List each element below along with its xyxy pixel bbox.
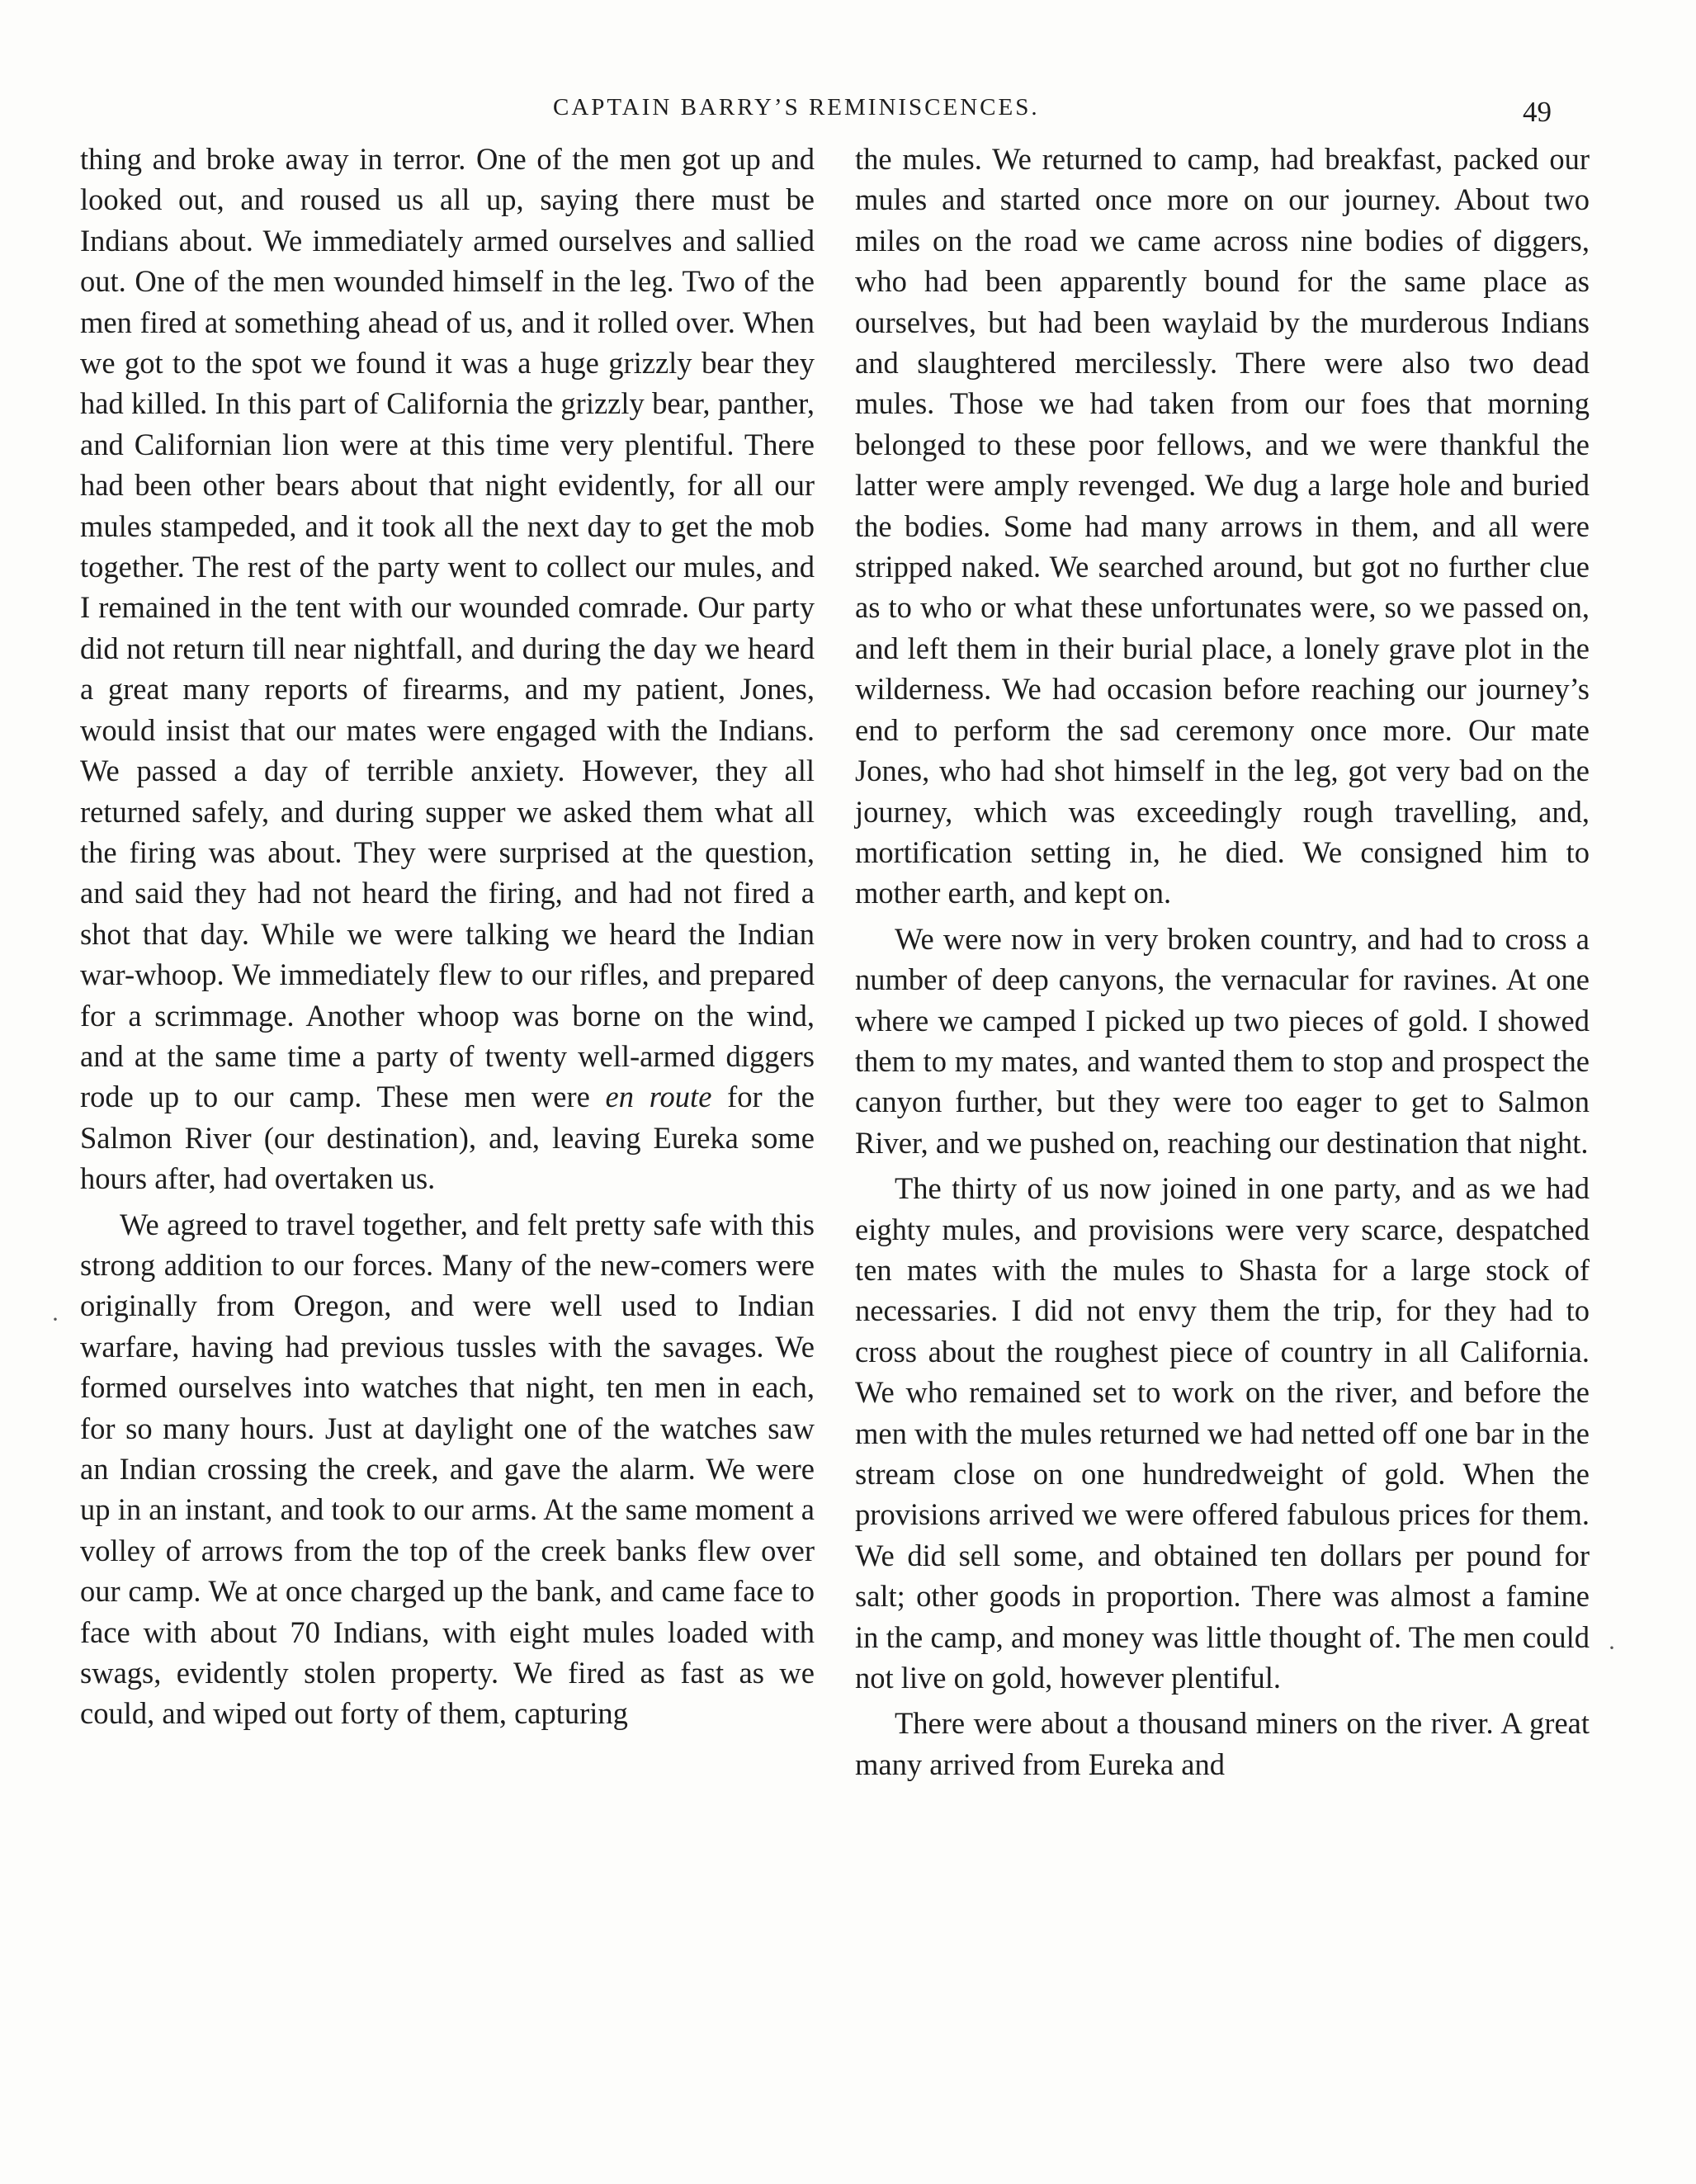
margin-dot: · bbox=[1608, 1634, 1616, 1662]
margin-dot: · bbox=[51, 1306, 59, 1333]
paragraph-text: for the Salmon River (our destination), and, leaving Eureka some hours after, had overtaken us. bbox=[80, 1080, 815, 1196]
italic-phrase: en route bbox=[605, 1080, 712, 1114]
paragraph: We were now in very broken country, and had to cross a number of deep canyons, the vernacular for ravines. At one where we camped I picked up two pieces of gold. I showed them to my mates, and wanted them to stop and prospect the canyon further, but they were too eager to get to Salmon River, and we pushed on, reaching our destination that night. bbox=[855, 921, 1590, 1160]
paragraph bbox=[80, 139, 815, 1199]
left-column bbox=[80, 139, 815, 1734]
right-column bbox=[855, 139, 1590, 1785]
page-number: 49 bbox=[1523, 96, 1552, 128]
paragraph: The thirty of us now joined in one party, and as we had eighty mules, and provisions were very scarce, despatched ten mates with the mules to Shasta for a large stock of necessaries. I did not envy them the trip, for they had to cross about the roughest piece of country in all California. We who remained set to work on the river, and before the men with the mules returned we had netted off one bar in the stream close on one hundredweight of gold. When the provisions arrived we were offered fabulous prices for them. We did sell some, and obtained ten dollars per pound for salt; other goods in proportion. There was almost a famine in the camp, and money was little thought of. The men could not live on gold, however plentiful. bbox=[855, 1171, 1590, 1695]
paragraph: There were about a thousand miners on the river. A great many arrived from Eureka and bbox=[855, 1706, 1590, 1781]
paragraph: We agreed to travel together, and felt pretty safe with this strong addition to our forces. Many of the new-comers were originally from Oregon, and were well used to Indian warfare, having had previous tussles with the savages. We formed ourselves into watches that night, ten men in each, for so many hours. Just at daylight one of the watches saw an Indian crossing the creek, and gave the alarm. We were up in an instant, and took to our arms. At the same moment a volley of arrows from the top of the creek banks flew over our camp. We at once charged up the bank, and came face to face with about 70 Indians, with eight mules loaded with swags, evidently stolen property. We fired as fast as we could, and wiped out forty of them, capturing bbox=[80, 1207, 815, 1731]
paragraph: the mules. We returned to camp, had breakfast, packed our mules and started once more on our journey. About two miles on the road we came across nine bodies of diggers, who had been apparently bound for the same place as ourselves, but had been waylaid by the murderous Indians and slaughtered mercilessly. There were also two dead mules. Those we had taken from our foes that morning belonged to these poor fellows, and we were thankful the latter were amply revenged. We dug a large hole and buried the bodies. Some had many arrows in them, and all were stripped naked. We searched around, but got no further clue as to who or what these unfortunates were, so we passed on, and left them in their burial place, a lonely grave plot in the wilderness. We had occasion before reaching our journey’s end to perform the sad ceremony once more. Our mate Jones, who had shot himself in the leg, got very bad on the journey, which was exceedingly rough travelling, and, mortification setting in, he died. We consigned him to mother earth, and kept on. bbox=[855, 142, 1590, 910]
running-title: CAPTAIN BARRY’S REMINISCENCES. bbox=[553, 94, 1040, 121]
paragraph-text: thing and broke away in terror. One of the men got up and looked out, and roused us all up, saying there must be Indians about. We immediately armed ourselves and sallied out. One of the men wounded himself in the leg. Two of the men fired at something ahead of us, and it rolled over. When we got to the spot we found it was a huge grizzly bear they had killed. In this part of California the grizzly bear, panther, and Californian lion were at this time very plentiful. There had been other bears about that night evidently, for all our mules stampeded, and it took all the next day to get the mob together. The rest of the party went to collect our mules, and I remained in the tent with our wounded comrade. Our party did not return till near nightfall, and during the day we heard a great many reports of firearms, and my patient, Jones, would insist that our mates were engaged with the Indians. We passed a day of terrible anxiety. However, they all returned safely, and during supper we asked them what all the firing was about. They were surprised at the question, and said they had not heard the firing, and had not fired a shot that day. While we were talking we heard the Indian war-whoop. We immediately flew to our rifles, and prepared for a scrimmage. Another whoop was borne on the wind, and at the same time a party of twenty well-armed diggers rode up to our camp. These men were bbox=[80, 142, 815, 1114]
page-header bbox=[0, 83, 1696, 132]
